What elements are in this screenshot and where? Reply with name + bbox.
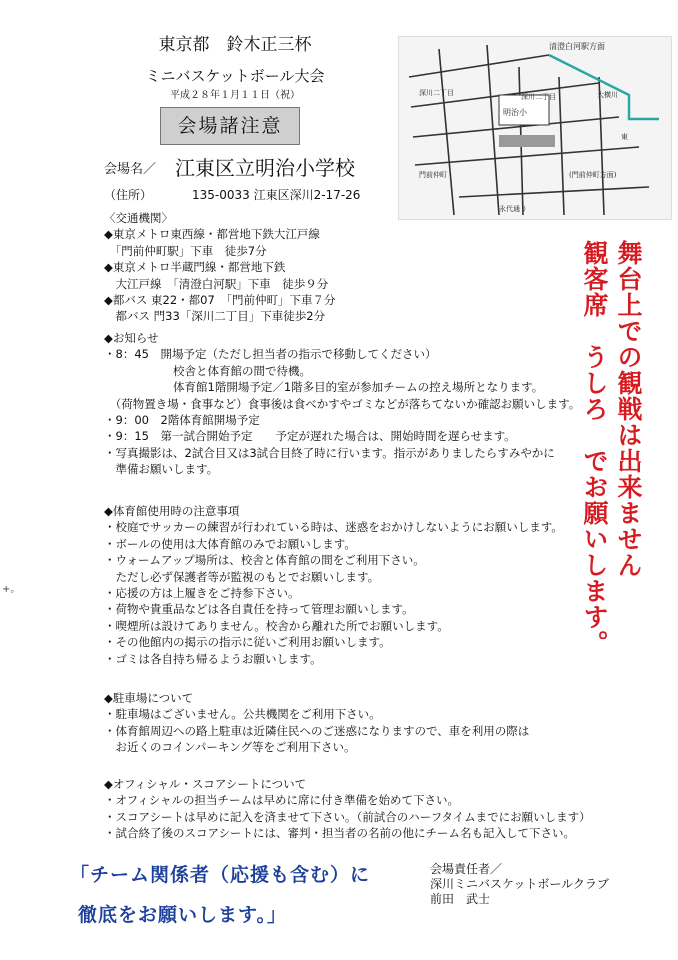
notices-heading: ◆お知らせ xyxy=(104,331,159,345)
map-label-monzen-direction: (門前仲町方面) xyxy=(569,171,617,179)
official-line: ・オフィシャルの担当チームは早めに席に付き準備を始めて下さい。 xyxy=(104,793,460,808)
notice-line: 準備お願いします。 xyxy=(104,462,219,477)
event-title-line1: 東京都 鈴木正三杯 xyxy=(158,35,312,55)
notice-line: ・9：00 2階体育館開場予定 xyxy=(104,413,260,428)
map-label-river: 大横川 xyxy=(597,91,618,99)
edge-mark: +。 xyxy=(2,584,21,595)
map-label-school: 明治小 xyxy=(503,108,527,117)
parking-line: ・駐車場はございません。公共機関をご利用下さい。 xyxy=(104,707,381,722)
gym-rule-line: ・喫煙所は設けてありません。校舎から離れた所でお願いします。 xyxy=(104,618,449,633)
notice-title-box: 会場諸注意 xyxy=(160,107,300,145)
event-title-line2: ミニバスケットボール大会 xyxy=(145,67,325,85)
responsible-person: 前田 武士 xyxy=(430,892,491,906)
parking-section xyxy=(104,690,529,756)
transport-line: ◆東京メトロ半蔵門線・都営地下鉄 xyxy=(104,260,286,275)
official-line: ・試合終了後のスコアシートには、審判・担当者の名前の他にチーム名も記入して下さい。 xyxy=(104,826,576,841)
gym-rule-line: ・荷物や貴重品などは各自責任を持って管理お願いします。 xyxy=(104,602,414,617)
parking-heading: ◆駐車場について xyxy=(104,691,194,705)
map-label-monzen: 門前仲町 xyxy=(419,171,447,179)
event-date: 平成２８年１月１１日（祝） xyxy=(170,90,300,101)
blue-notice-line2: 徹底をお願いします。」 xyxy=(78,904,287,926)
responsible-club: 深川ミニバスケットボールクラブ xyxy=(430,877,609,891)
map-drawing xyxy=(399,37,671,219)
gym-rule-line: ただし必ず保護者等が監視のもとでお願いします。 xyxy=(104,569,380,584)
gym-rule-line: ・校庭でサッカーの練習が行われている時は、迷惑をおかけしないようにお願いします。 xyxy=(104,520,563,535)
blue-notice-line1: 「チーム関係者（応援も含む）に xyxy=(70,864,371,886)
parking-line: お近くのコインパーキング等をご利用下さい。 xyxy=(104,740,356,755)
gym-rule-line: ・ボールの使用は大体育館のみでお願いします。 xyxy=(104,536,356,551)
transport-line: 都バス 門33「深川二丁目」下車徒歩2分 xyxy=(104,309,326,324)
red-notice-col2: 観客席 うしろ でお願いします。 xyxy=(580,240,609,656)
map-label-station: 清澄白河駅方面 xyxy=(549,42,605,51)
gym-rule-line: ・ウォームアップ場所は、校舎と体育館の間をご利用下さい。 xyxy=(104,553,425,568)
official-heading: ◆オフィシャル・スコアシートについて xyxy=(104,777,307,791)
gym-rule-line: ・その他館内の掲示の指示に従いご利用お願いします。 xyxy=(104,635,391,650)
gym-rule-line: ・ゴミは各自持ち帰るようお願いします。 xyxy=(104,651,322,666)
red-notice-col1: 舞台上での観戦は出来ません xyxy=(614,240,643,578)
transport-line: ◆東京メトロ東西線・都営地下鉄大江戸線 xyxy=(104,227,320,242)
gym-rules-section xyxy=(104,503,563,667)
notice-line: ・8：45 開場予定（ただし担当者の指示で移動してください） xyxy=(104,347,437,362)
venue-name: 江東区立明治小学校 xyxy=(175,156,355,180)
map-label-bus: 深川二丁目 xyxy=(521,93,556,101)
notice-line: ・9：15 第一試合開始予定 予定が遅れた場合は、開始時間を遅らせます。 xyxy=(104,429,516,444)
responsible-block xyxy=(430,862,609,907)
responsible-label: 会場責任者／ xyxy=(430,862,503,876)
official-line: ・スコアシートは早めに記入を済ませて下さい。（前試合のハーフタイムまでにお願いします） xyxy=(104,809,591,824)
gym-rule-line: ・応援の方は上履きをご持参下さい。 xyxy=(104,586,300,601)
address-label: （住所） xyxy=(104,188,153,202)
notice-line: 校舎と体育館の間で待機。 xyxy=(104,363,311,378)
transport-line: ◆都バス 東22・都07 「門前仲町」下車７分 xyxy=(104,293,336,308)
notice-line: （荷物置き場・食事など）食事後は食べかすやゴミなどが落ちてないか確認お願いします。 xyxy=(104,396,581,411)
transport-section xyxy=(104,210,336,325)
official-section xyxy=(104,776,591,842)
gym-rules-heading: ◆体育館使用時の注意事項 xyxy=(104,504,240,518)
map-label-east: 東 xyxy=(621,133,628,141)
transport-line: 「門前仲町駅」下車 徒歩7分 xyxy=(104,243,267,258)
transport-line: 大江戸線 「清澄白河駅」下車 徒歩９分 xyxy=(104,276,329,291)
map-label-chome: 深川二丁目 xyxy=(419,89,454,97)
notice-line: ・写真撮影は、2試合目又は3試合目終了時に行います。指示がありましたらすみやかに xyxy=(104,445,555,460)
notice-line: 体育館1階開場予定／1階多目的室が参加チームの控え場所となります。 xyxy=(104,380,544,395)
area-map xyxy=(398,36,672,220)
address-value: 135-0033 江東区深川2-17-26 xyxy=(192,188,361,202)
transport-heading: 〈交通機関〉 xyxy=(104,211,173,225)
map-label-eitai: 永代通り xyxy=(499,205,527,213)
parking-line: ・体育館周辺への路上駐車は近隣住民へのご迷惑になりますので、車を利用の際は xyxy=(104,723,530,738)
venue-label: 会場名／ xyxy=(104,162,157,177)
notices-section xyxy=(104,330,580,478)
